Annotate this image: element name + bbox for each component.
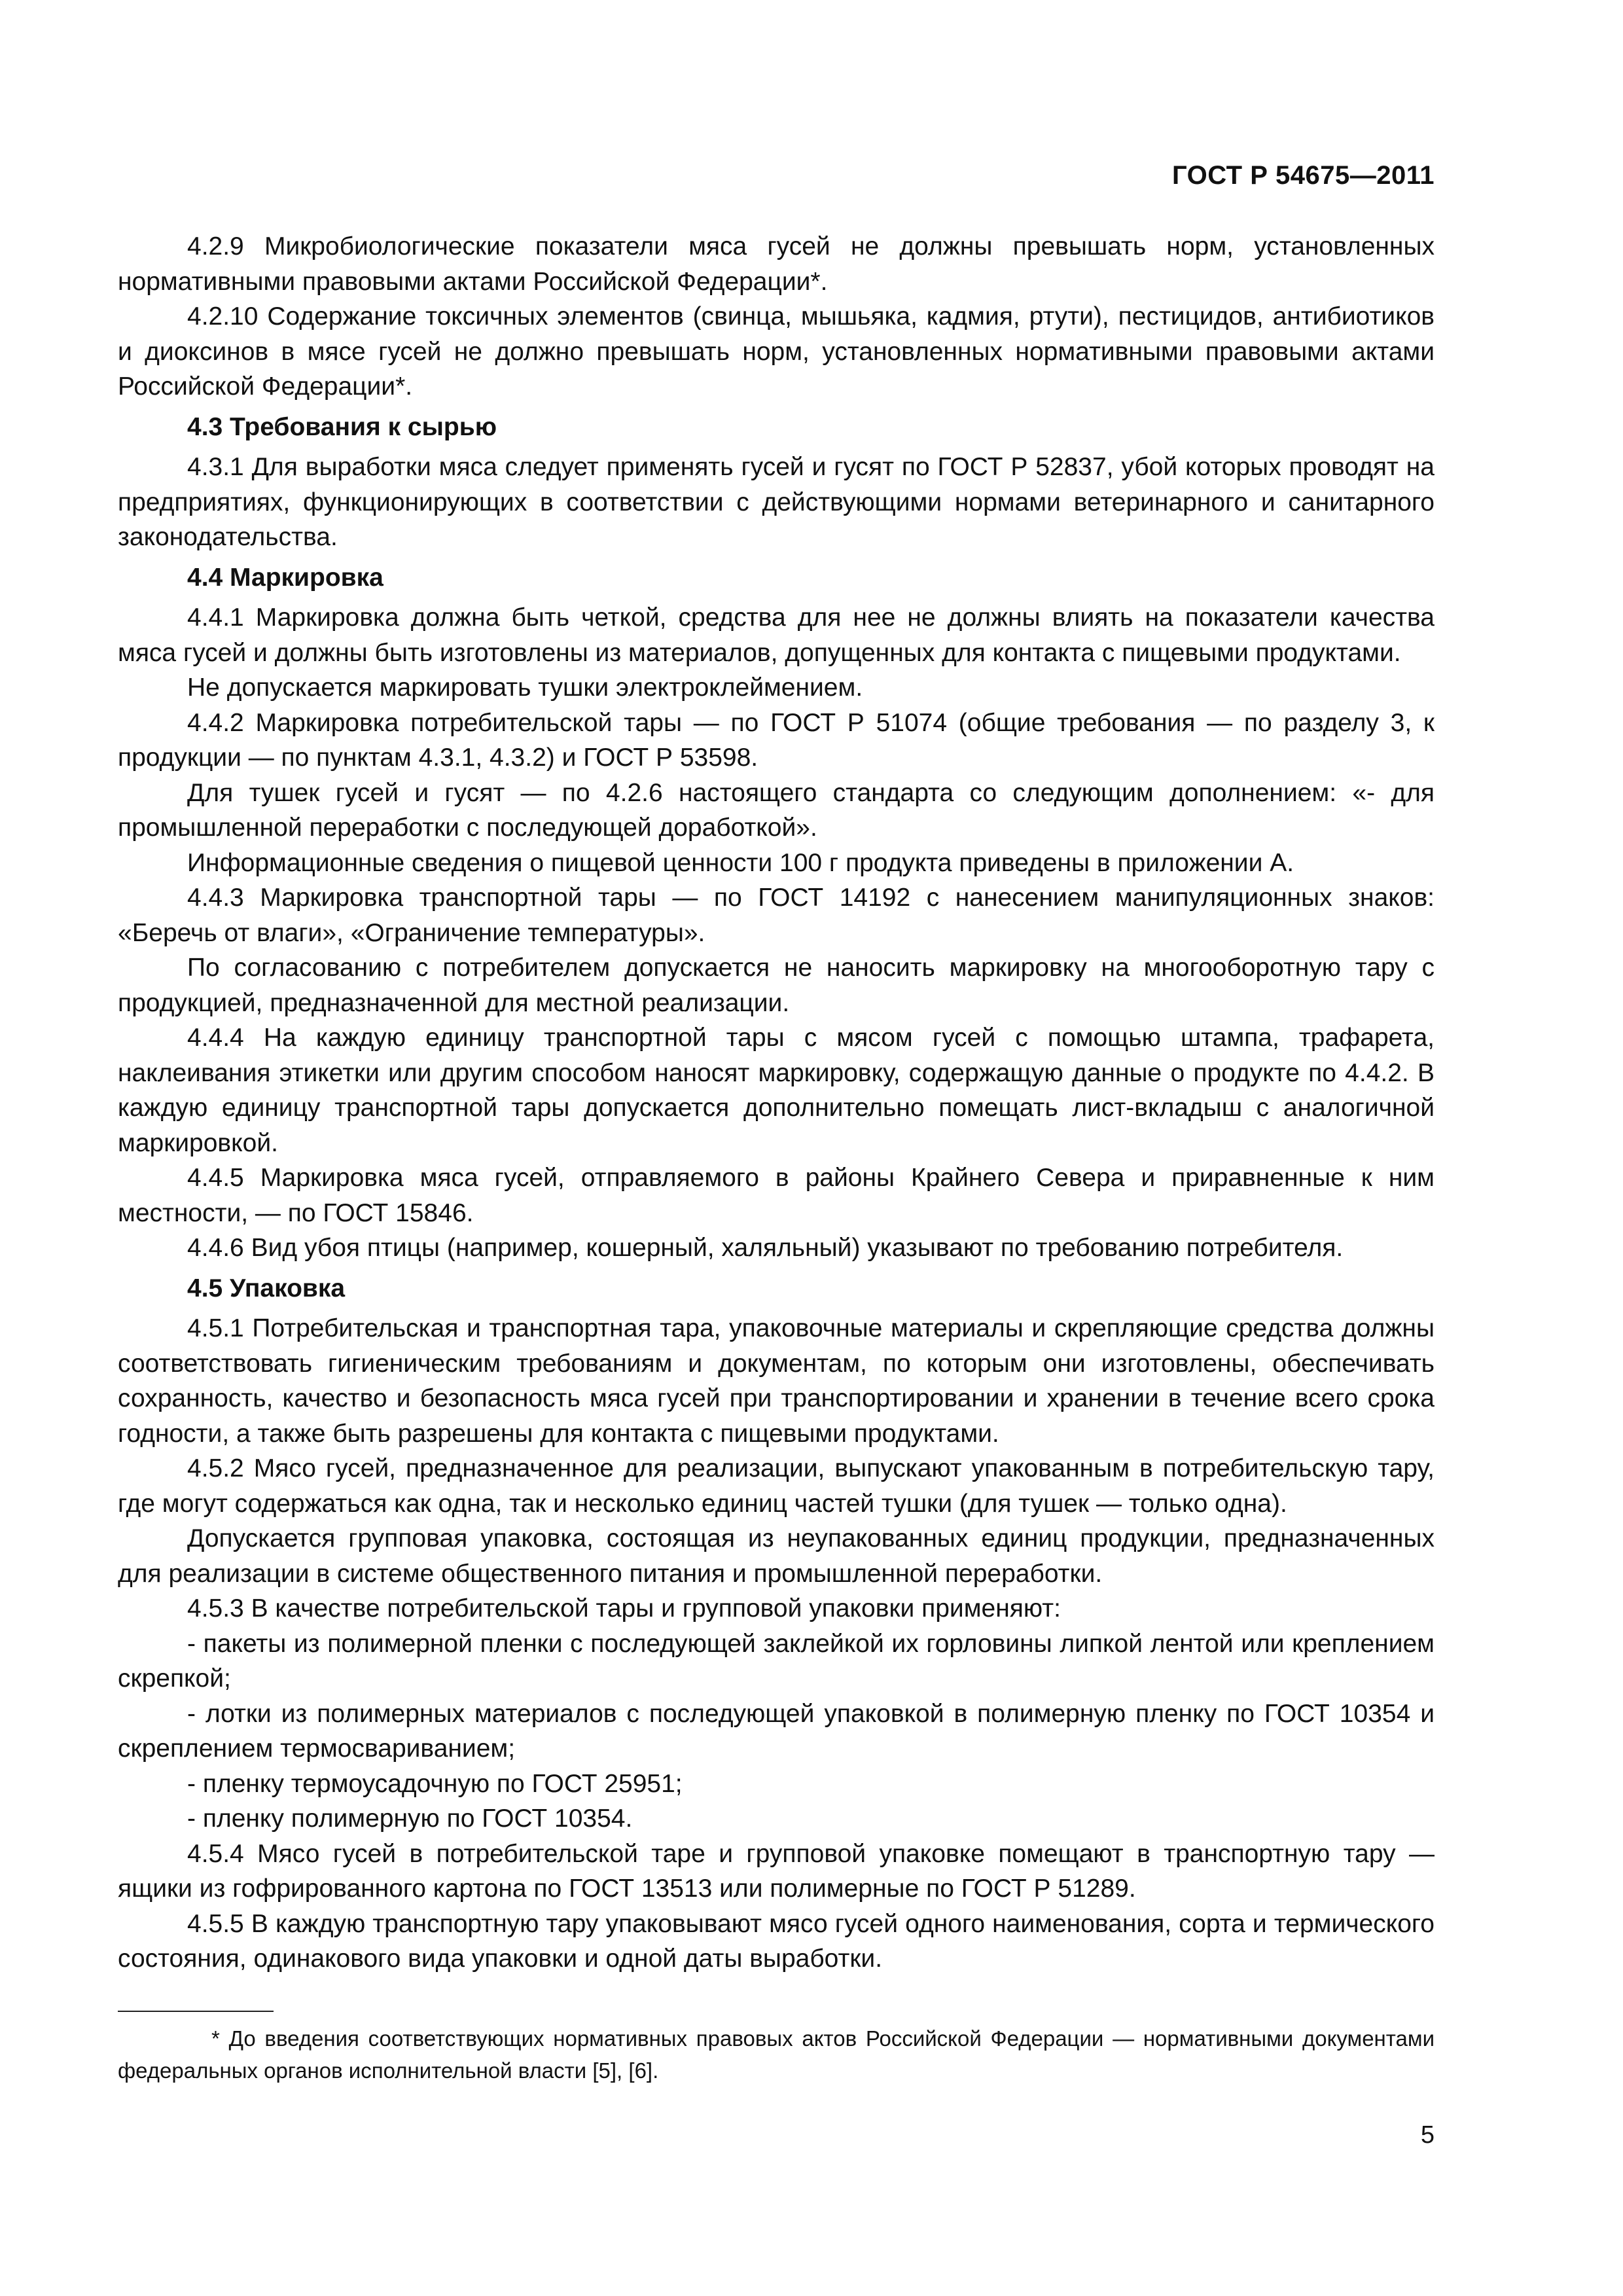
page-number: 5 <box>1420 2121 1435 2149</box>
section-heading-4-3: 4.3 Требования к сырью <box>187 412 497 441</box>
document-page <box>118 0 1435 2296</box>
paragraph-reusable-tare: По согласованию с потребителем допускается не наносить маркировку на многооборотную тару с продукцией, предназначенной для местной реализации. <box>118 954 1435 1017</box>
paragraph-4-5-4: 4.5.4 Мясо гусей в потребительской таре и групповой упаковке помещают в транспортную тару — ящики из гофрированного картона по ГОСТ 13513 или полимерные по ГОСТ Р 51289. <box>118 1839 1435 1903</box>
paragraph-4-4-5: 4.4.5 Маркировка мяса гусей, отправляемого в районы Крайнего Севера и приравненные к ним местности, — по ГОСТ 15846. <box>118 1164 1435 1227</box>
section-heading-4-5: 4.5 Упаковка <box>187 1274 346 1302</box>
paragraph-4-5-5: 4.5.5 В каждую транспортную тару упаковывают мясо гусей одного наименования, сорта и термического состояния, одинакового вида упаковки и одной даты выработки. <box>118 1909 1435 1973</box>
footnote-divider <box>118 2011 274 2012</box>
list-item-polymer-trays: - лотки из полимерных материалов с последующей упаковкой в полимерную пленку по ГОСТ 10354 и скреплением термосвариванием; <box>118 1699 1435 1763</box>
list-item-polymer-film: - пленку полимерную по ГОСТ 10354. <box>187 1804 633 1833</box>
list-item-shrink-film: - пленку термоусадочную по ГОСТ 25951; <box>187 1769 683 1798</box>
paragraph-nutrition-info: Информационные сведения о пищевой ценности 100 г продукта приведены в приложении А. <box>187 848 1294 877</box>
paragraph-4-4-4: 4.4.4 На каждую единицу транспортной тары с мясом гусей с помощью штампа, трафарета, наклеивания этикетки или другим способом наносят маркировку, содержащую данные о продукте по 4.4.2. В каждую единицу транспортной тары допускается дополнительно помещать лист-вкладыш с аналогичной маркировкой. <box>118 1024 1435 1157</box>
paragraph-carcass-labeling: Для тушек гусей и гусят — по 4.2.6 настоящего стандарта со следующим дополнением: «- для промышленной переработки с последующей доработкой». <box>118 778 1435 842</box>
paragraph-group-packaging: Допускается групповая упаковка, состоящая из неупакованных единиц продукции, предназначенных для реализации в системе общественного питания и промышленной переработки. <box>118 1524 1435 1588</box>
list-item-polymer-bags: - пакеты из полимерной пленки с последующей заклейкой их горловины липкой лентой или креплением скрепкой; <box>118 1629 1435 1693</box>
footnote: * До введения соответствующих нормативных правовых актов Российской Федерации — нормативными документами федеральных органов исполнительной власти [5], [6]. <box>118 2026 1435 2083</box>
section-heading-4-4: 4.4 Маркировка <box>187 563 383 592</box>
paragraph-4-3-1: 4.3.1 Для выработки мяса следует применять гусей и гусят по ГОСТ Р 52837, убой которых проводят на предприятиях, функционирующих в соответствии с действующими нормами ветеринарного и санитарного законодательства. <box>118 453 1435 551</box>
paragraph-4-4-1: 4.4.1 Маркировка должна быть четкой, средства для нее не должны влиять на показатели качества мяса гусей и должны быть изготовлены из материалов, допущенных для контакта с пищевыми продуктами. <box>118 603 1435 667</box>
document-code-header: ГОСТ Р 54675—2011 <box>1172 161 1435 190</box>
paragraph-4-4-3: 4.4.3 Маркировка транспортной тары — по ГОСТ 14192 с нанесением манипуляционных знаков: «Беречь от влаги», «Ограничение температуры». <box>118 884 1435 947</box>
paragraph-4-5-2: 4.5.2 Мясо гусей, предназначенное для реализации, выпускают упакованным в потребительскую тару, где могут содержаться как одна, так и несколько единиц частей тушки (для тушек — только одна). <box>118 1454 1435 1518</box>
paragraph-no-electro-stamping: Не допускается маркировать тушки электроклеймением. <box>187 673 863 702</box>
paragraph-4-5-1: 4.5.1 Потребительская и транспортная тара, упаковочные материалы и скрепляющие средства должны соответствовать гигиеническим требованиям и документам, по которым они изготовлены, обеспечивать сохранность, качество и безопасность мяса гусей при транспортировании и хранении в течение всего срока годности, а также быть разрешены для контакта с пищевыми продуктами. <box>118 1314 1435 1448</box>
paragraph-4-2-10: 4.2.10 Содержание токсичных элементов (свинца, мышьяка, кадмия, ртути), пестицидов, антибиотиков и диоксинов в мясе гусей не должно превышать норм, установленных нормативными правовыми актами Российской Федерации*. <box>118 302 1435 401</box>
paragraph-4-2-9: 4.2.9 Микробиологические показатели мяса гусей не должны превышать норм, установленных нормативными правовыми актами Российской Федерации*. <box>118 232 1435 296</box>
paragraph-4-4-2: 4.4.2 Маркировка потребительской тары — по ГОСТ Р 51074 (общие требования — по разделу 3, к продукции — по пунктам 4.3.1, 4.3.2) и ГОСТ Р 53598. <box>118 708 1435 772</box>
paragraph-4-4-6: 4.4.6 Вид убоя птицы (например, кошерный, халяльный) указывают по требованию потребителя. <box>187 1234 1344 1262</box>
document-body <box>118 229 1435 1977</box>
paragraph-4-5-3: 4.5.3 В качестве потребительской тары и групповой упаковки применяют: <box>187 1594 1061 1623</box>
